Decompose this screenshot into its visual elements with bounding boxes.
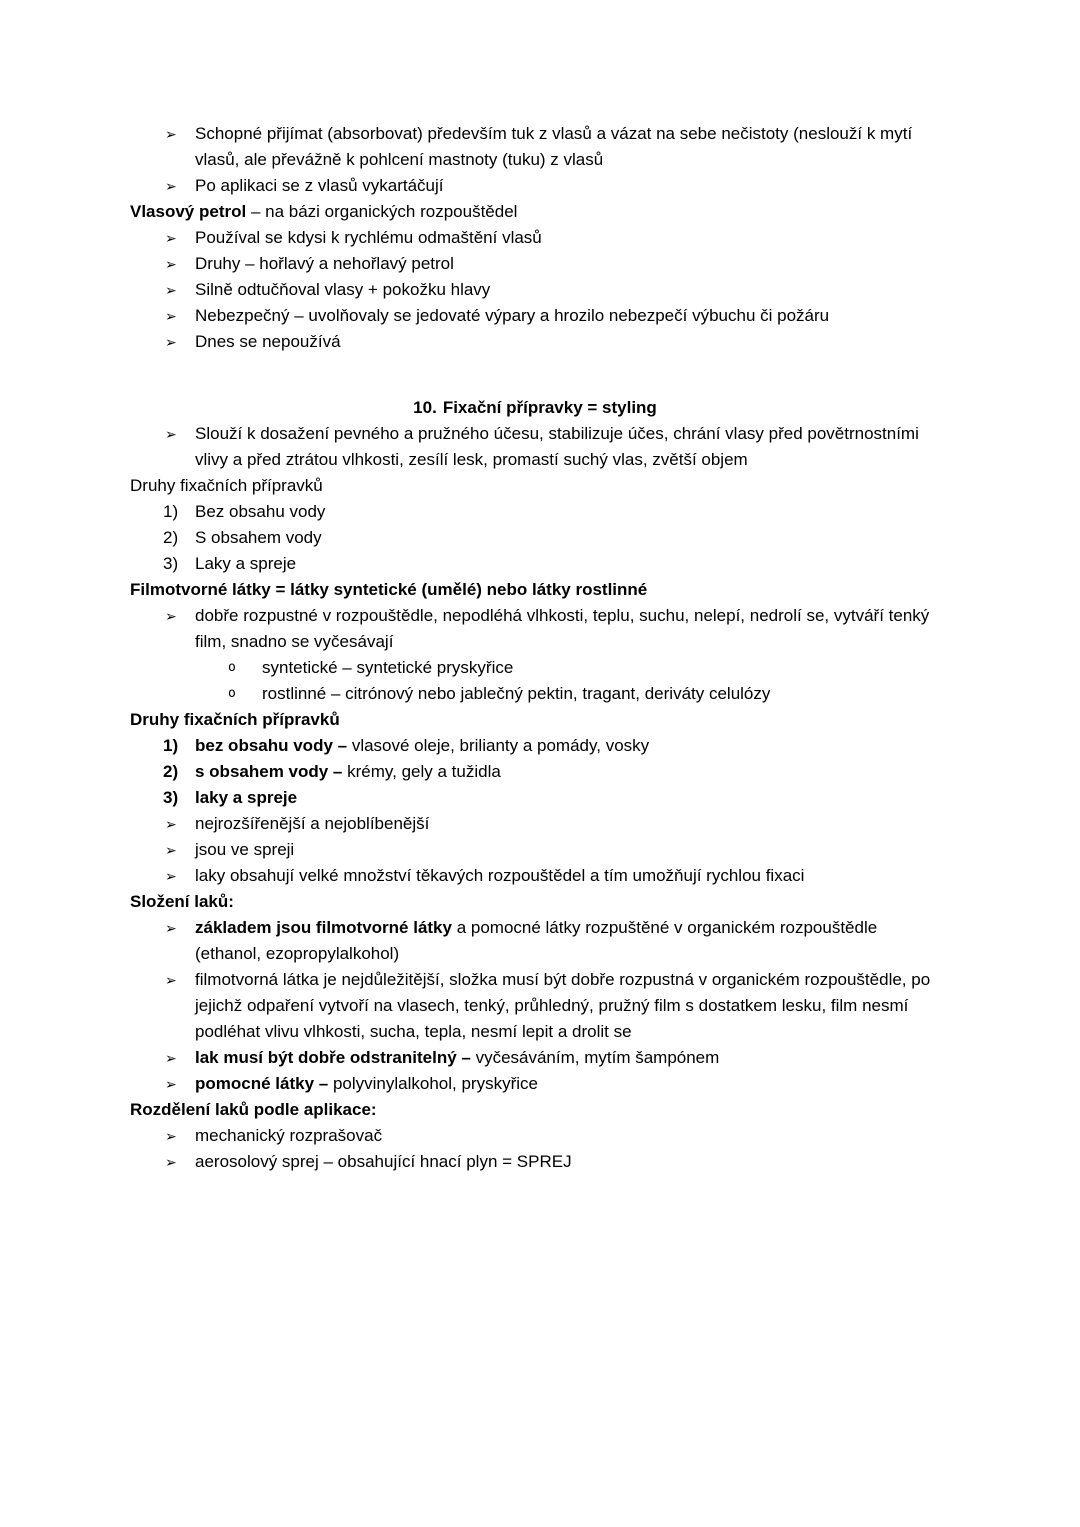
- arrow-bullet-icon: ➢: [165, 308, 177, 324]
- item-text: [195, 759, 940, 785]
- bullet-item: [130, 173, 940, 199]
- bullet-item: [130, 603, 940, 655]
- bullet-text: Nebezpečný – uvolňovaly se jedovaté výpary a hrozilo nebezpečí výbuchu či požáru: [195, 306, 830, 325]
- item-number: 1): [163, 736, 179, 755]
- bullet-item: [130, 837, 940, 863]
- bullet-text: Druhy – hořlavý a nehořlavý petrol: [195, 254, 454, 273]
- item-number: 1): [163, 502, 179, 521]
- arrow-bullet-icon: ➢: [165, 816, 177, 832]
- bullet-text: dobře rozpustné v rozpouštědle, nepodléhá vlhkosti, teplu, suchu, nelepí, nedrolí se, vytváří tenký film, snadno se vyčesávají: [195, 606, 930, 651]
- item-text: Bez obsahu vody: [195, 502, 326, 521]
- bullet-text: [195, 915, 940, 967]
- bullet-item: [130, 1071, 940, 1097]
- section-label-filmotvorne: Filmotvorné látky = látky syntetické (umělé) nebo látky rostlinné: [130, 580, 648, 599]
- item-number: 3): [163, 554, 179, 573]
- section-label-bold: Vlasový petrol: [130, 202, 247, 221]
- sub-bullet-text: rostlinné – citrónový nebo jablečný pektin, tragant, deriváty celulózy: [262, 684, 771, 703]
- bullet-text: Silně odtučňoval vlasy + pokožku hlavy: [195, 280, 491, 299]
- bullet-item: [130, 121, 940, 173]
- arrow-bullet-icon: ➢: [165, 126, 177, 142]
- bullet-text: nejrozšířenější a nejoblíbenější: [195, 814, 430, 833]
- bullet-text: filmotvorná látka je nejdůležitější, složka musí být dobře rozpustná v organickém rozpouštědle, po jejichž odpaření vytvoří na vlasech, tenký, průhledný, pružný film s dostatkem lesku, film nesmí podléhat vlivu vlhkosti, sucha, tepla, nesmí lepit a drolit se: [195, 970, 931, 1041]
- bullet-item: [130, 1149, 940, 1175]
- arrow-bullet-icon: ➢: [165, 1154, 177, 1170]
- item-text-bold: bez obsahu vody –: [195, 736, 348, 755]
- bullet-text-bold: pomocné látky –: [195, 1074, 329, 1093]
- item-text-bold: laky a spreje: [195, 788, 298, 807]
- bullet-item: [130, 277, 940, 303]
- bullet-text-bold: základem jsou filmotvorné látky: [195, 918, 452, 937]
- sub-bullet-item: [130, 655, 940, 681]
- item-text: S obsahem vody: [195, 528, 322, 547]
- bullet-text: [195, 1045, 940, 1071]
- item-text-bold: s obsahem vody –: [195, 762, 343, 781]
- section-heading-number: 10.: [413, 398, 437, 417]
- sub-bullet-text: syntetické – syntetické pryskyřice: [262, 658, 514, 677]
- section-label-druhy-1: Druhy fixačních přípravků: [130, 476, 323, 495]
- bullet-text: Používal se kdysi k rychlému odmaštění vlasů: [195, 228, 542, 247]
- item-text-rest: vlasové oleje, brilianty a pomády, vosky: [347, 736, 650, 755]
- numbered-item: [130, 499, 940, 525]
- bullet-item: [130, 303, 940, 329]
- item-text: [195, 733, 940, 759]
- bullet-item: [130, 915, 940, 967]
- item-number: 2): [163, 528, 179, 547]
- bullet-text-rest: vyčesáváním, mytím šampónem: [470, 1048, 720, 1067]
- bullet-text-bold: lak musí být dobře odstranitelný –: [195, 1048, 471, 1067]
- arrow-bullet-icon: ➢: [165, 1076, 177, 1092]
- bullet-item: [130, 1123, 940, 1149]
- bullet-text: Slouží k dosažení pevného a pružného účesu, stabilizuje účes, chrání vlasy před povětrnostními vlivy a před ztrátou vlhkosti, zesílí lesk, promastí suchý vlas, zvětší objem: [195, 424, 919, 469]
- bullet-text: jsou ve spreji: [195, 840, 295, 859]
- arrow-bullet-icon: ➢: [165, 972, 177, 988]
- section-label-rozdeleni: Rozdělení laků podle aplikace:: [130, 1100, 377, 1119]
- arrow-bullet-icon: ➢: [165, 282, 177, 298]
- section-label-vlasovy-petrol: [130, 199, 940, 225]
- numbered-item: [130, 551, 940, 577]
- arrow-bullet-icon: ➢: [165, 334, 177, 350]
- bullet-text-rest: polyvinylalkohol, pryskyřice: [328, 1074, 538, 1093]
- item-number: 3): [163, 788, 179, 807]
- arrow-bullet-icon: ➢: [165, 230, 177, 246]
- arrow-bullet-icon: ➢: [165, 178, 177, 194]
- arrow-bullet-icon: ➢: [165, 920, 177, 936]
- circle-bullet-icon: o: [228, 660, 236, 675]
- circle-bullet-icon: o: [228, 686, 236, 701]
- item-text: [195, 785, 940, 811]
- arrow-bullet-icon: ➢: [165, 842, 177, 858]
- item-text: Laky a spreje: [195, 554, 297, 573]
- bullet-text: Schopné přijímat (absorbovat) především tuk z vlasů a vázat na sebe nečistoty (neslouží k mytí vlasů, ale převážně k pohlcení mastnoty (tuku) z vlasů: [195, 124, 913, 169]
- bullet-text: aerosolový sprej – obsahující hnací plyn = SPREJ: [195, 1152, 572, 1171]
- numbered-item: [130, 733, 940, 759]
- section-label-slozeni: Složení laků:: [130, 892, 234, 911]
- bullet-text: Po aplikaci se z vlasů vykartáčují: [195, 176, 444, 195]
- bullet-item: [130, 329, 940, 355]
- item-text-rest: krémy, gely a tužidla: [342, 762, 501, 781]
- bullet-text: laky obsahují velké množství těkavých rozpouštědel a tím umožňují rychlou fixaci: [195, 866, 805, 885]
- bullet-item: [130, 811, 940, 837]
- bullet-text: mechanický rozprašovač: [195, 1126, 383, 1145]
- section-heading-text: Fixační přípravky = styling: [442, 398, 657, 417]
- arrow-bullet-icon: ➢: [165, 1050, 177, 1066]
- sub-bullet-item: [130, 681, 940, 707]
- bullet-item: [130, 863, 940, 889]
- section-label-rest: – na bázi organických rozpouštědel: [246, 202, 518, 221]
- section-label-druhy-2: Druhy fixačních přípravků: [130, 710, 340, 729]
- arrow-bullet-icon: ➢: [165, 256, 177, 272]
- bullet-item: [130, 251, 940, 277]
- arrow-bullet-icon: ➢: [165, 608, 177, 624]
- numbered-item: [130, 759, 940, 785]
- arrow-bullet-icon: ➢: [165, 868, 177, 884]
- arrow-bullet-icon: ➢: [165, 1128, 177, 1144]
- bullet-item: [130, 421, 940, 473]
- bullet-text: [195, 1071, 940, 1097]
- bullet-item: [130, 1045, 940, 1071]
- numbered-item: [130, 785, 940, 811]
- bullet-item: [130, 967, 940, 1045]
- bullet-text-rest: a pomocné látky rozpuštěné v organickém rozpouštědle (ethanol, ezopropylalkohol): [195, 918, 878, 963]
- arrow-bullet-icon: ➢: [165, 426, 177, 442]
- item-number: 2): [163, 762, 179, 781]
- numbered-item: [130, 525, 940, 551]
- section-heading: [130, 395, 940, 421]
- bullet-item: [130, 225, 940, 251]
- bullet-text: Dnes se nepoužívá: [195, 332, 341, 351]
